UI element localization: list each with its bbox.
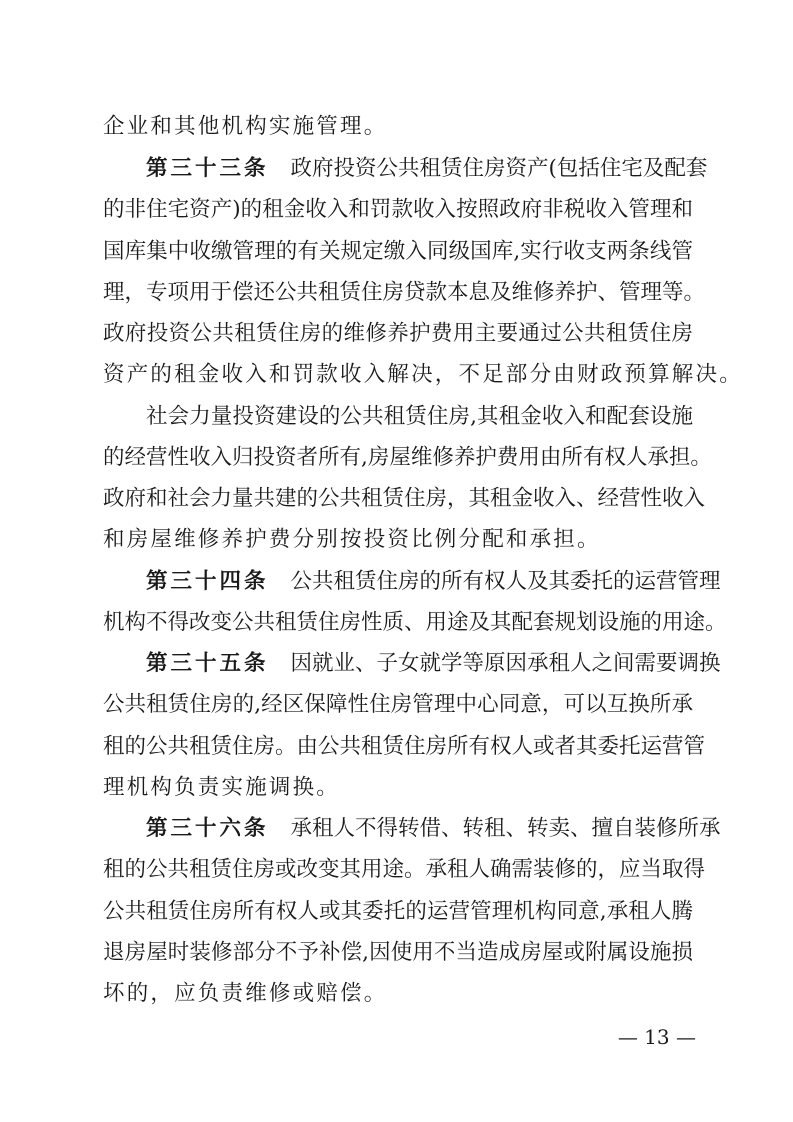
text-line-9: 的经营性收入归投资者所有,房屋维修养护费用由所有权人承担。 (103, 445, 712, 470)
text-line-22: 坏的，应负责维修或赔偿。 (103, 981, 388, 1006)
text-line-17: 理机构负责实施调换。 (103, 775, 341, 800)
text-line-19: 租的公共租赁住房或改变其用途。承租人确需装修的，应当取得 (103, 857, 706, 882)
text-line-6: 政府投资公共租赁住房的维修养护费用主要通过公共租赁住房 (103, 321, 693, 346)
article-number-35: 第三十五条 (146, 651, 269, 676)
text-line-11: 和房屋维修养护费分别按投资比例分配和承担。 (103, 527, 601, 552)
article-33-line-1: 第三十三条 政府投资公共租赁住房资产(包括住宅及配套 (146, 156, 708, 181)
text-line-20: 公共租赁住房所有权人或其委托的运营管理机构同意,承租人腾 (103, 899, 693, 924)
text-line-13: 机构不得改变公共租赁住房性质、用途及其配套规划设施的用途。 (103, 610, 727, 635)
text-line-21: 退房屋时装修部分不予补偿,因使用不当造成房屋或附属设施损 (103, 940, 693, 965)
text-line-4: 国库集中收缴管理的有关规定缴入同级国库,实行收支两条线管 (103, 239, 693, 264)
article-number-34: 第三十四条 (146, 569, 269, 594)
text-line-1: 企业和其他机构实施管理。 (103, 114, 388, 139)
paragraph-social-line-1: 社会力量投资建设的公共租赁住房,其租金收入和配套设施 (146, 404, 693, 429)
page-number: — 13 — (617, 1025, 696, 1049)
article-36-line-1: 第三十六条 承租人不得转借、转租、转卖、擅自装修所承 (146, 816, 721, 841)
text-line-16: 租的公共租赁住房。由公共租赁住房所有权人或者其委托运营管 (103, 734, 706, 759)
text-line-10: 政府和社会力量共建的公共租赁住房，其租金收入、经营性收入 (103, 486, 706, 511)
article-35-line-1: 第三十五条 因就业、子女就学等原因承租人之间需要调换 (146, 651, 721, 676)
article-number-33: 第三十三条 (146, 156, 269, 181)
text-line-7: 资产的租金收入和罚款收入解决，不足部分由财政预算解决。 (103, 362, 743, 387)
article-number-36: 第三十六条 (146, 816, 269, 841)
text-line-3: 的非住宅资产)的租金收入和罚款收入按照政府非税收入管理和 (103, 197, 693, 222)
text-line-5: 理，专项用于偿还公共租赁住房贷款本息及维修养护、管理等。 (103, 280, 706, 305)
article-34-line-1: 第三十四条 公共租赁住房的所有权人及其委托的运营管理 (146, 569, 721, 594)
text-line-15: 公共租赁住房的,经区保障性住房管理中心同意，可以互换所承 (103, 692, 693, 717)
